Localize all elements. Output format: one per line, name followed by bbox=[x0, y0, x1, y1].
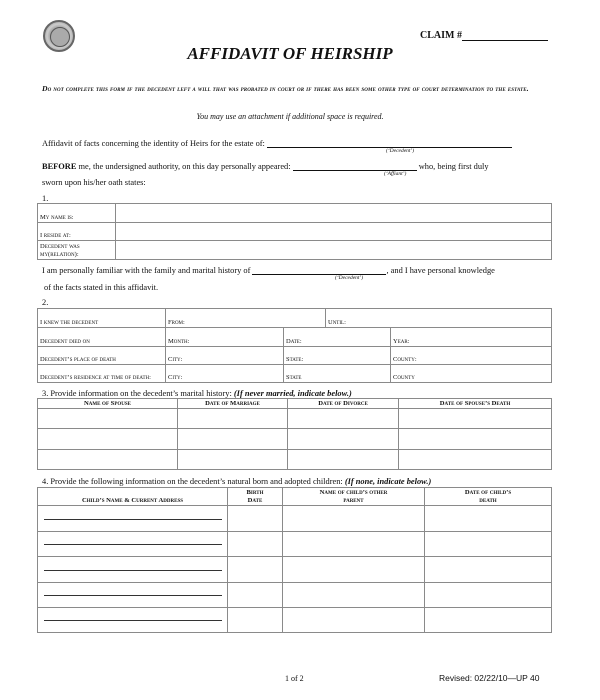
col-spouse-death: Date of Spouse’s Death bbox=[399, 399, 552, 409]
divorce-cell[interactable] bbox=[288, 450, 399, 470]
spouse-death-cell[interactable] bbox=[399, 450, 552, 470]
died-on-label: Decedent died on bbox=[38, 328, 166, 347]
child-death-cell[interactable] bbox=[425, 583, 552, 608]
familiar-decedent-field[interactable] bbox=[252, 274, 386, 275]
place-of-death-label: Decedent’s place of death bbox=[38, 347, 166, 365]
parent-cell[interactable] bbox=[283, 608, 425, 633]
warning-text: Do not complete this form if the decedent left a will that was probated in court or if there has been some other type of court determination to the estate. bbox=[42, 84, 529, 93]
col-birth-date: Birth Date bbox=[228, 488, 283, 506]
birth-cell[interactable] bbox=[228, 557, 283, 583]
parent-cell[interactable] bbox=[283, 506, 425, 532]
spouse-death-cell[interactable] bbox=[399, 429, 552, 450]
table-row bbox=[38, 532, 552, 557]
col-divorce-date: Date of Divorce bbox=[288, 399, 399, 409]
residence-city-field[interactable]: City: bbox=[166, 365, 284, 383]
estate-text: Affidavit of facts concerning the identity of Heirs for the estate of: bbox=[42, 139, 265, 148]
relation-field[interactable] bbox=[116, 241, 552, 260]
child-cell[interactable] bbox=[38, 608, 228, 633]
parent-cell[interactable] bbox=[283, 532, 425, 557]
birth-cell[interactable] bbox=[228, 532, 283, 557]
familiar-decedent-label: (‘Decedent’) bbox=[335, 275, 364, 281]
section2-table bbox=[37, 308, 552, 383]
claim-number-field[interactable] bbox=[420, 30, 548, 41]
child-death-cell[interactable] bbox=[425, 532, 552, 557]
knew-label: I knew the decedent bbox=[38, 309, 166, 328]
child-cell[interactable] bbox=[38, 583, 228, 608]
birth-cell[interactable] bbox=[228, 506, 283, 532]
duly-text: who, being first duly bbox=[418, 162, 489, 171]
my-name-label: My name is: bbox=[38, 204, 116, 223]
divorce-cell[interactable] bbox=[288, 429, 399, 450]
affiant-label: (‘Affiant’) bbox=[384, 171, 407, 177]
col-other-parent: Name of child’s other parent bbox=[283, 488, 425, 506]
birth-cell[interactable] bbox=[228, 583, 283, 608]
child-death-cell[interactable] bbox=[425, 557, 552, 583]
table-row bbox=[38, 450, 552, 470]
residence-state-field[interactable]: State bbox=[284, 365, 391, 383]
child-cell[interactable] bbox=[38, 506, 228, 532]
col-spouse-name: Name of Spouse bbox=[38, 399, 178, 409]
marriage-cell[interactable] bbox=[178, 429, 288, 450]
child-death-cell[interactable] bbox=[425, 608, 552, 633]
table-row bbox=[38, 557, 552, 583]
revision-text: Revised: 02/22/10—UP 40 bbox=[439, 673, 540, 683]
decedent-label: (‘Decedent’) bbox=[386, 148, 415, 154]
child-cell[interactable] bbox=[38, 532, 228, 557]
spouse-cell[interactable] bbox=[38, 409, 178, 429]
child-cell[interactable] bbox=[38, 557, 228, 583]
divorce-cell[interactable] bbox=[288, 409, 399, 429]
section3-note: (If never married, indicate below.) bbox=[233, 389, 352, 398]
relation-label: Decedent was my(relation): bbox=[38, 241, 116, 260]
familiar-text: I am personally familiar with the family and marital history of bbox=[42, 266, 251, 275]
child-death-cell[interactable] bbox=[425, 506, 552, 532]
death-state-field[interactable]: State: bbox=[284, 347, 391, 365]
page-number: 1 of 2 bbox=[285, 674, 304, 683]
claim-label: CLAIM # bbox=[420, 30, 462, 41]
col-marriage-date: Date of Marriage bbox=[178, 399, 288, 409]
estate-line bbox=[42, 139, 512, 148]
table-row bbox=[38, 429, 552, 450]
sworn-text: sworn upon his/her oath states: bbox=[42, 178, 146, 187]
marriage-cell[interactable] bbox=[178, 450, 288, 470]
before-bold: BEFORE bbox=[42, 162, 77, 171]
reside-field[interactable] bbox=[116, 223, 552, 241]
section3-intro-text: 3. Provide information on the decedent’s marital history: bbox=[42, 389, 234, 398]
attachment-note: You may use an attachment if additional space is required. bbox=[196, 112, 384, 121]
marriage-cell[interactable] bbox=[178, 409, 288, 429]
section2-number: 2. bbox=[42, 298, 49, 307]
date-field[interactable]: Date: bbox=[284, 328, 391, 347]
until-field[interactable]: Until: bbox=[326, 309, 552, 328]
marital-history-table bbox=[37, 398, 552, 470]
spouse-cell[interactable] bbox=[38, 450, 178, 470]
col-child-name: Child’s Name & Current Address bbox=[38, 488, 228, 506]
section4-note: (If none, indicate below.) bbox=[344, 477, 432, 486]
year-field[interactable]: Year: bbox=[391, 328, 552, 347]
section1-table bbox=[37, 203, 552, 260]
table-row bbox=[38, 608, 552, 633]
familiar-line bbox=[42, 266, 495, 275]
before-line bbox=[42, 162, 489, 171]
before-text: me, the undersigned authority, on this day personally appeared: bbox=[76, 162, 291, 171]
section1-number: 1. bbox=[42, 194, 49, 203]
section4-intro-text: 4. Provide the following information on the decedent’s natural born and adopted children: bbox=[42, 477, 345, 486]
residence-county-field[interactable]: County bbox=[391, 365, 552, 383]
parent-cell[interactable] bbox=[283, 557, 425, 583]
table-row bbox=[38, 583, 552, 608]
col-child-death: Date of child’s death bbox=[425, 488, 552, 506]
death-county-field[interactable]: County: bbox=[391, 347, 552, 365]
spouse-cell[interactable] bbox=[38, 429, 178, 450]
birth-cell[interactable] bbox=[228, 608, 283, 633]
reside-label: I reside at: bbox=[38, 223, 116, 241]
familiar-text-after: , and I have personal knowledge bbox=[386, 266, 495, 275]
section4-intro bbox=[42, 477, 431, 486]
residence-label: Decedent’s residence at time of death: bbox=[38, 365, 166, 383]
spouse-death-cell[interactable] bbox=[399, 409, 552, 429]
from-field[interactable]: From: bbox=[166, 309, 326, 328]
death-city-field[interactable]: City: bbox=[166, 347, 284, 365]
familiar-line2: of the facts stated in this affidavit. bbox=[44, 283, 159, 292]
page-title: AFFIDAVIT OF HEIRSHIP bbox=[187, 44, 393, 63]
children-table bbox=[37, 487, 552, 633]
claim-underline[interactable] bbox=[462, 40, 548, 41]
month-field[interactable]: Month: bbox=[166, 328, 284, 347]
table-row bbox=[38, 506, 552, 532]
parent-cell[interactable] bbox=[283, 583, 425, 608]
section3-intro bbox=[42, 389, 352, 398]
table-row bbox=[38, 409, 552, 429]
my-name-field[interactable] bbox=[116, 204, 552, 223]
